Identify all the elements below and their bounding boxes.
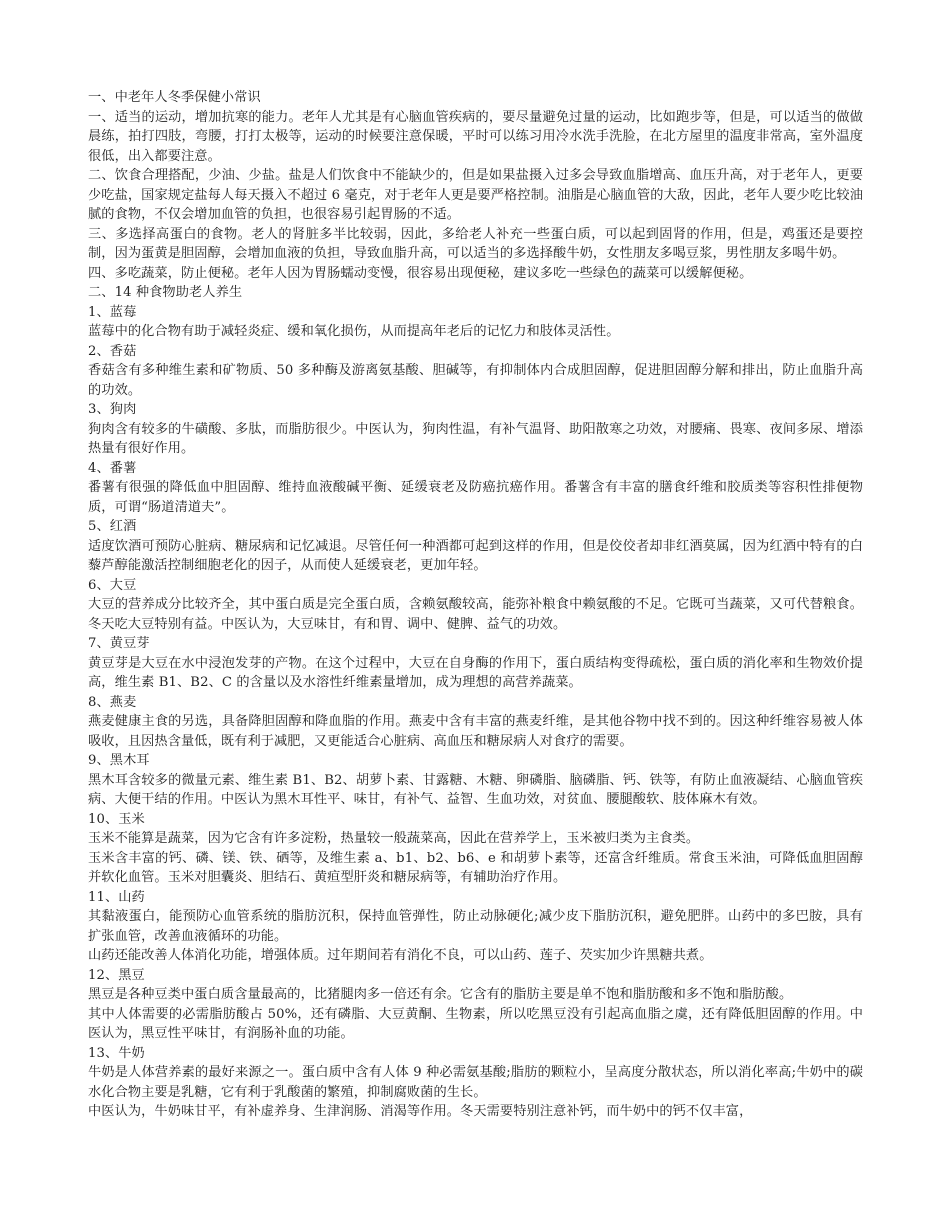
paragraph: 一、适当的运动，增加抗寒的能力。老年人尤其是有心脑血管疾病的，要尽量避免过量的运动，比如跑步等，但是，可以适当的做做晨练，拍打四肢，弯腰，打打太极等，运动的时候要注意保暖，平时可以练习用冷水洗手洗脸，在北方屋里的温度非常高，室外温度很低，出入都要注意。 <box>88 109 863 164</box>
paragraph: 玉米不能算是蔬菜，因为它含有许多淀粉，热量较一般蔬菜高，因此在营养学上，玉米被归类为主食类。 <box>88 831 700 846</box>
paragraph: 适度饮酒可预防心脏病、糖尿病和记忆减退。尽管任何一种酒都可起到这样的作用，但是佼佼者却非红酒莫属，因为红酒中特有的白藜芦醇能激活控制细胞老化的因子，从而使人延缓衰老，更加年轻。 <box>88 538 863 573</box>
paragraph: 三、多选择高蛋白的食物。老人的肾脏多半比较弱，因此，多给老人补充一些蛋白质，可以起到固肾的作用，但是，鸡蛋还是要控制，因为蛋黄是胆固醇，会增加血液的负担，导致血脂升高，可以适当的多选择酸牛奶，女性朋友多喝豆浆，男性朋友多喝牛奶。 <box>88 226 863 261</box>
paragraph: 其黏液蛋白，能预防心血管系统的脂肪沉积，保持血管弹性，防止动脉硬化;减少皮下脂肪沉积，避免肥胖。山药中的多巴胺，具有扩张血管，改善血液循环的功能。 <box>88 909 863 944</box>
item-heading: 10、玉米 <box>88 811 145 827</box>
paragraph: 二、饮食合理搭配，少油、少盐。盐是人们饮食中不能缺少的，但是如果盐摄入过多会导致血脂增高、血压升高，对于老年人，更要少吃盐，国家规定盐每人每天摄入不超过 6 毫克，对于老年人更是要严格控制。油脂是心脑血管的大敌，因此，老年人要少吃比较油腻的食物，不仅会增加血管的负担，也很容易引起胃肠的不适。 <box>88 168 863 222</box>
paragraph: 中医认为，牛奶味甘平，有补虚养身、生津润肠、消渴等作用。冬天需要特别注意补钙，而牛奶中的钙不仅丰富， <box>88 1104 753 1119</box>
paragraph: 其中人体需要的必需脂肪酸占 50%，还有磷脂、大豆黄酮、生物素，所以吃黑豆没有引起高血脂之虞，还有降低胆固醇的作用。中医认为，黑豆性平味甘，有润肠补血的功能。 <box>88 1006 863 1041</box>
item-heading: 2、香菇 <box>88 343 137 359</box>
section-heading: 一、中老年人冬季保健小常识 <box>88 90 261 105</box>
item-heading: 1、蓝莓 <box>88 304 137 320</box>
item-heading: 3、狗肉 <box>88 402 137 417</box>
item-heading: 9、黑木耳 <box>88 753 150 768</box>
section-heading: 二、14 种食物助老人养生 <box>88 285 243 300</box>
document-body <box>88 88 863 1122</box>
paragraph: 番薯有很强的降低血中胆固醇、维持血液酸碱平衡、延缓衰老及防癌抗癌作用。番薯含有丰富的膳食纤维和胶质类等容积性排便物质，可谓“肠道清道夫”。 <box>88 480 863 515</box>
item-heading: 6、大豆 <box>88 577 137 593</box>
item-heading: 4、番薯 <box>88 460 137 476</box>
item-heading: 12、黑豆 <box>88 967 145 983</box>
paragraph: 燕麦健康主食的另选，具备降胆固醇和降血脂的作用。燕麦中含有丰富的燕麦纤维，是其他谷物中找不到的。因这种纤维容易被人体吸收，且因热含量低，既有利于减肥，又更能适合心脏病、高血压和糖尿病人对食疗的需要。 <box>88 714 863 749</box>
item-heading: 5、红酒 <box>88 519 137 534</box>
paragraph: 黄豆芽是大豆在水中浸泡发芽的产物。在这个过程中，大豆在自身酶的作用下，蛋白质结构变得疏松，蛋白质的消化率和生物效价提高，维生素 B1、B2、C 的含量以及水溶性纤维素量增加，成为理想的高营养蔬菜。 <box>88 655 863 690</box>
item-heading: 7、黄豆芽 <box>88 636 150 651</box>
paragraph: 玉米含丰富的钙、磷、镁、铁、硒等，及维生素 a、b1、b2、b6、e 和胡萝卜素等，还富含纤维质。常食玉米油，可降低血胆固醇并软化血管。玉米对胆囊炎、胆结石、黄疸型肝炎和糖尿病等，有辅助治疗作用。 <box>88 850 863 885</box>
paragraph: 黑木耳含较多的微量元素、维生素 B1、B2、胡萝卜素、甘露糖、木糖、卵磷脂、脑磷脂、钙、铁等，有防止血液凝结、心脑血管疾病、大便干结的作用。中医认为黑木耳性平、味甘，有补气、益智、生血功效，对贫血、腰腿酸软、肢体麻木有效。 <box>88 772 863 807</box>
paragraph: 黑豆是各种豆类中蛋白质含量最高的，比猪腿肉多一倍还有余。它含有的脂肪主要是单不饱和脂肪酸和多不饱和脂肪酸。 <box>88 987 793 1002</box>
item-heading: 8、燕麦 <box>88 694 137 710</box>
paragraph: 四、多吃蔬菜，防止便秘。老年人因为胃肠蠕动变慢，很容易出现便秘，建议多吃一些绿色的蔬菜可以缓解便秘。 <box>88 265 753 281</box>
paragraph: 牛奶是人体营养素的最好来源之一。蛋白质中含有人体 9 种必需氨基酸;脂肪的颗粒小，呈高度分散状态，所以消化率高;牛奶中的碳水化合物主要是乳糖，它有利于乳酸菌的繁殖，抑制腐败菌的生长。 <box>88 1065 863 1100</box>
paragraph: 大豆的营养成分比较齐全，其中蛋白质是完全蛋白质，含赖氨酸较高，能弥补粮食中赖氨酸的不足。它既可当蔬菜，又可代替粮食。冬天吃大豆特别有益。中医认为，大豆味甘，有和胃、调中、健脾、益气的功效。 <box>88 597 863 632</box>
paragraph: 香菇含有多种维生素和矿物质、50 多种酶及游离氨基酸、胆碱等，有抑制体内合成胆固醇，促进胆固醇分解和排出，防止血脂升高的功效。 <box>88 363 863 398</box>
paragraph: 蓝莓中的化合物有助于减轻炎症、缓和氧化损伤，从而提高年老后的记忆力和肢体灵活性。 <box>88 324 620 339</box>
item-heading: 11、山药 <box>88 889 145 905</box>
item-heading: 13、牛奶 <box>88 1045 145 1061</box>
paragraph: 山药还能改善人体消化功能，增强体质。过年期间若有消化不良，可以山药、莲子、芡实加少许黑糖共煮。 <box>88 948 713 963</box>
paragraph: 狗肉含有较多的牛磺酸、多肽，而脂肪很少。中医认为，狗肉性温，有补气温肾、助阳散寒之功效，对腰痛、畏寒、夜间多尿、增添热量有很好作用。 <box>88 421 863 456</box>
